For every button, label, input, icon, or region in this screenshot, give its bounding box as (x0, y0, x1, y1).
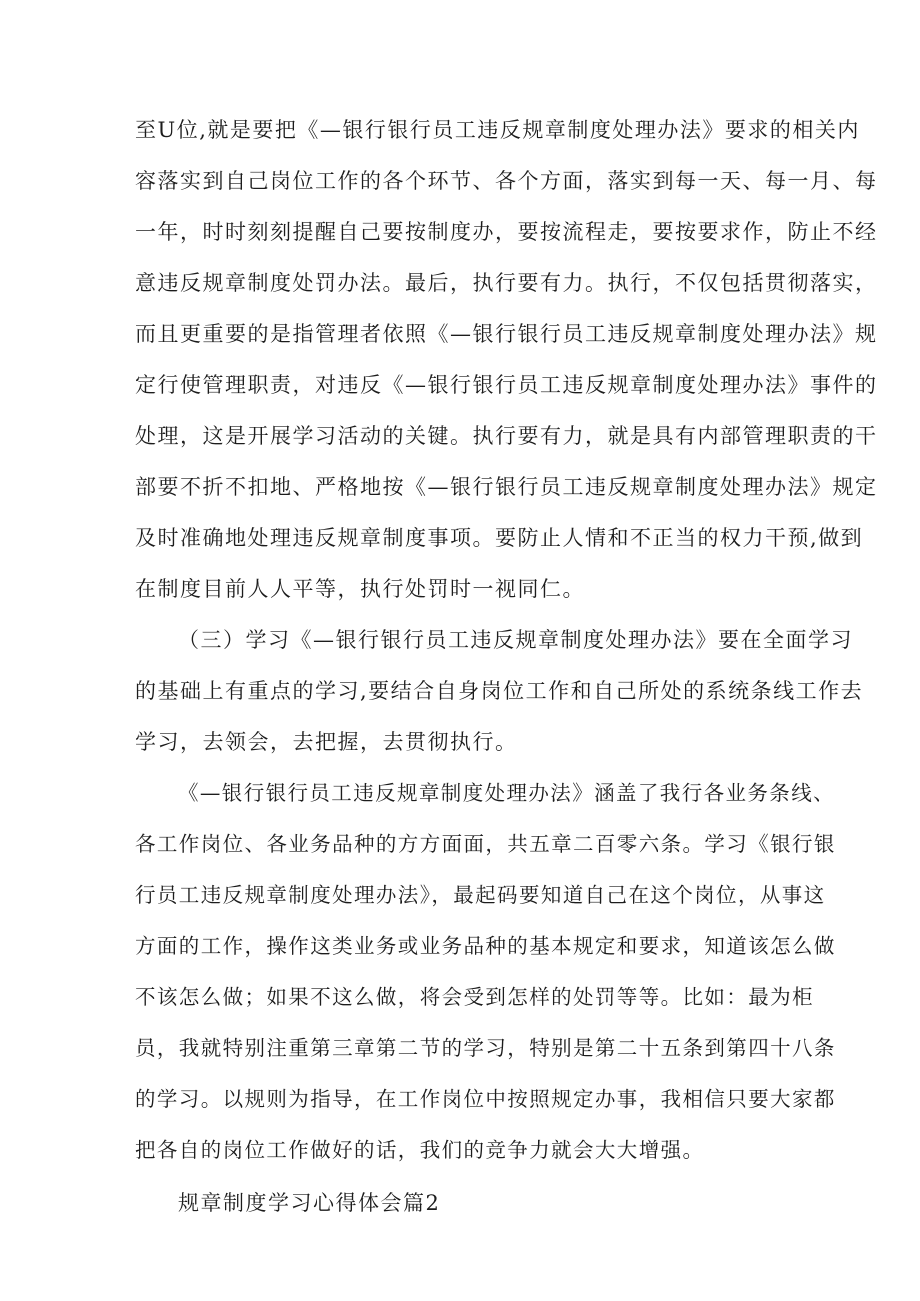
text-line: （三）学习《—银行银行员工违反规章制度处理办法》要在全面学习 (178, 628, 853, 652)
text-line: 定行使管理职责，对违反《—银行银行员工违反规章制度处理办法》事件的 (135, 373, 878, 397)
text-line: 部要不折不扣地、严格地按《—银行银行员工违反规章制度处理办法》规定 (135, 475, 878, 499)
text-line: 的学习。以规则为指导，在工作岗位中按照规定办事，我相信只要大家都 (135, 1087, 836, 1111)
section-heading: 规章制度学习心得体会篇2 (178, 1191, 441, 1215)
text-line: 学习，去领会，去把握，去贯彻执行。 (135, 730, 518, 754)
text-line: 一年，时时刻刻提醒自己要按制度办，要按流程走，要按要求作，防止不经 (135, 220, 878, 244)
text-line: 及时准确地处理违反规章制度事项。要防止人情和不正当的权力干预,做到 (135, 526, 864, 550)
text-line: 各工作岗位、各业务品种的方方面面，共五章二百零六条。学习《银行银 (135, 832, 836, 856)
text-line: 方面的工作，操作这类业务或业务品种的基本规定和要求，知道该怎么做 (135, 934, 836, 958)
text-line: 把各自的岗位工作做好的话，我们的竞争力就会大大增强。 (135, 1138, 705, 1162)
text-line: 容落实到自己岗位工作的各个环节、各个方面，落实到每一天、每一月、每 (135, 169, 878, 193)
text-line: 的基础上有重点的学习,要结合自身岗位工作和自己所处的系统条线工作去 (135, 679, 864, 703)
text-line: 《—银行银行员工违反规章制度处理办法》涵盖了我行各业务条线、 (178, 781, 835, 805)
text-line: 至U位,就是要把《—银行银行员工违反规章制度处理办法》要求的相关内 (135, 118, 860, 142)
text-line: 处理，这是开展学习活动的关键。执行要有力，就是具有内部管理职责的干 (135, 424, 878, 448)
text-line: 员，我就特别注重第三章第二节的学习，特别是第二十五条到第四十八条 (135, 1036, 836, 1060)
text-line: 在制度目前人人平等，执行处罚时一视同仁。 (135, 577, 585, 601)
text-line: 不该怎么做；如果不这么做，将会受到怎样的处罚等等。比如：最为柜 (135, 985, 814, 1009)
text-line: 意违反规章制度处罚办法。最后，执行要有力。执行，不仅包括贯彻落实， (135, 271, 878, 295)
text-line: 行员工违反规章制度处理办法》，最起码要知道自己在这个岗位，从事这 (135, 883, 826, 907)
text-line: 而且更重要的是指管理者依照《—银行银行员工违反规章制度处理办法》规 (135, 322, 878, 346)
